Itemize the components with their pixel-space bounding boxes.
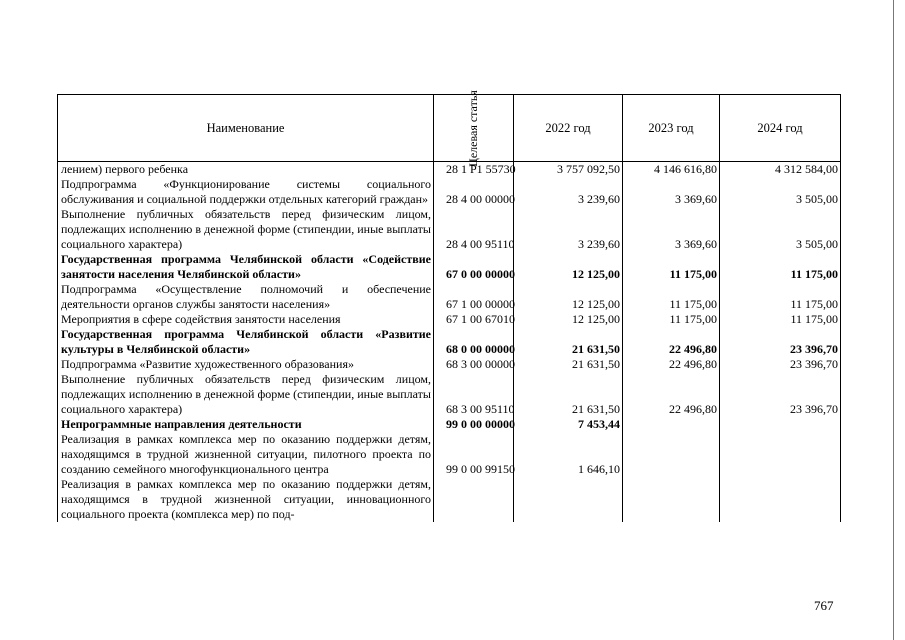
row-value-2023 (623, 417, 720, 432)
row-value-2022: 7 453,44 (514, 417, 623, 432)
row-name: Подпрограмма «Осуществление полномочий и обеспечение деятельности органов службы занятости населения» (58, 282, 434, 312)
header-code (434, 89, 514, 167)
row-value-2022: 3 239,60 (514, 177, 623, 207)
table-row (58, 477, 841, 522)
page-number: 767 (814, 598, 834, 613)
row-value-2024: 11 175,00 (720, 312, 841, 327)
row-code: 67 1 00 67010 (434, 312, 514, 327)
row-value-2024: 4 312 584,00 (720, 162, 841, 178)
header-2023: 2023 год (623, 95, 720, 162)
row-code: 67 1 00 00000 (434, 282, 514, 312)
row-value-2024 (720, 432, 841, 477)
header-2024: 2024 год (720, 95, 841, 162)
row-value-2022: 21 631,50 (514, 327, 623, 357)
row-value-2023: 11 175,00 (623, 312, 720, 327)
row-name: лением) первого ребенка (58, 162, 434, 178)
row-value-2022 (514, 477, 623, 522)
row-value-2022: 3 757 092,50 (514, 162, 623, 178)
row-value-2022: 21 631,50 (514, 372, 623, 417)
header-code-label: Целевая статья (465, 89, 480, 167)
row-value-2023: 3 369,60 (623, 177, 720, 207)
row-value-2023 (623, 477, 720, 522)
table-row (58, 177, 841, 207)
table-row (58, 252, 841, 282)
row-value-2024: 3 505,00 (720, 207, 841, 252)
table-row (58, 207, 841, 252)
row-name: Подпрограмма «Развитие художественного образования» (58, 357, 434, 372)
row-value-2023: 4 146 616,80 (623, 162, 720, 178)
row-value-2023 (623, 432, 720, 477)
header-name: Наименование (58, 95, 434, 162)
row-value-2024 (720, 477, 841, 522)
table-row (58, 312, 841, 327)
row-name: Непрограммные направления деятельности (58, 417, 434, 432)
row-code: 99 0 00 99150 (434, 432, 514, 477)
row-value-2022: 12 125,00 (514, 312, 623, 327)
table-row (58, 357, 841, 372)
row-name: Подпрограмма «Функционирование системы социального обслуживания и социальной поддержки отдельных категорий граждан» (58, 177, 434, 207)
row-value-2024: 23 396,70 (720, 372, 841, 417)
row-code: 68 3 00 95110 (434, 372, 514, 417)
table-row (58, 282, 841, 312)
row-value-2024 (720, 417, 841, 432)
row-code: 28 4 00 95110 (434, 207, 514, 252)
table-row (58, 432, 841, 477)
row-name: Реализация в рамках комплекса мер по оказанию поддержки детям, находящимся в трудной жизненной ситуации, пилотного проекта по созданию семейного многофункционального центра (58, 432, 434, 477)
row-code: 28 1 P1 55730 (434, 162, 514, 178)
table-header-row (58, 95, 841, 162)
table-row (58, 162, 841, 178)
row-value-2023: 22 496,80 (623, 357, 720, 372)
row-code: 68 3 00 00000 (434, 357, 514, 372)
row-value-2024: 3 505,00 (720, 177, 841, 207)
row-name: Государственная программа Челябинской области «Содействие занятости населения Челябинской области» (58, 252, 434, 282)
row-value-2022: 21 631,50 (514, 357, 623, 372)
row-value-2023: 22 496,80 (623, 327, 720, 357)
row-code: 28 4 00 00000 (434, 177, 514, 207)
header-2022: 2022 год (514, 95, 623, 162)
row-code: 68 0 00 00000 (434, 327, 514, 357)
row-value-2022: 12 125,00 (514, 252, 623, 282)
table-row (58, 372, 841, 417)
row-name: Государственная программа Челябинской области «Развитие культуры в Челябинской области» (58, 327, 434, 357)
table-row (58, 417, 841, 432)
row-value-2024: 11 175,00 (720, 252, 841, 282)
row-value-2023: 11 175,00 (623, 252, 720, 282)
row-name: Выполнение публичных обязательств перед физическим лицом, подлежащих исполнению в денежной форме (стипендии, иные выплаты социального характера) (58, 372, 434, 417)
row-value-2023: 3 369,60 (623, 207, 720, 252)
row-name: Мероприятия в сфере содействия занятости населения (58, 312, 434, 327)
row-value-2023: 22 496,80 (623, 372, 720, 417)
row-code: 67 0 00 00000 (434, 252, 514, 282)
row-value-2024: 11 175,00 (720, 282, 841, 312)
row-value-2022: 1 646,10 (514, 432, 623, 477)
page-edge-line (893, 0, 894, 640)
table-row (58, 327, 841, 357)
row-value-2022: 12 125,00 (514, 282, 623, 312)
table-body (58, 162, 841, 523)
row-value-2022: 3 239,60 (514, 207, 623, 252)
row-name: Реализация в рамках комплекса мер по оказанию поддержки детям, находящимся в трудной жизненной ситуации, инновационного социального проекта (комплекса мер) по под- (58, 477, 434, 522)
row-value-2023: 11 175,00 (623, 282, 720, 312)
budget-table (57, 89, 841, 522)
row-name: Выполнение публичных обязательств перед физическим лицом, подлежащих исполнению в денежной форме (стипендии, иные выплаты социального характера) (58, 207, 434, 252)
row-code (434, 477, 514, 522)
row-value-2024: 23 396,70 (720, 357, 841, 372)
row-code: 99 0 00 00000 (434, 417, 514, 432)
row-value-2024: 23 396,70 (720, 327, 841, 357)
